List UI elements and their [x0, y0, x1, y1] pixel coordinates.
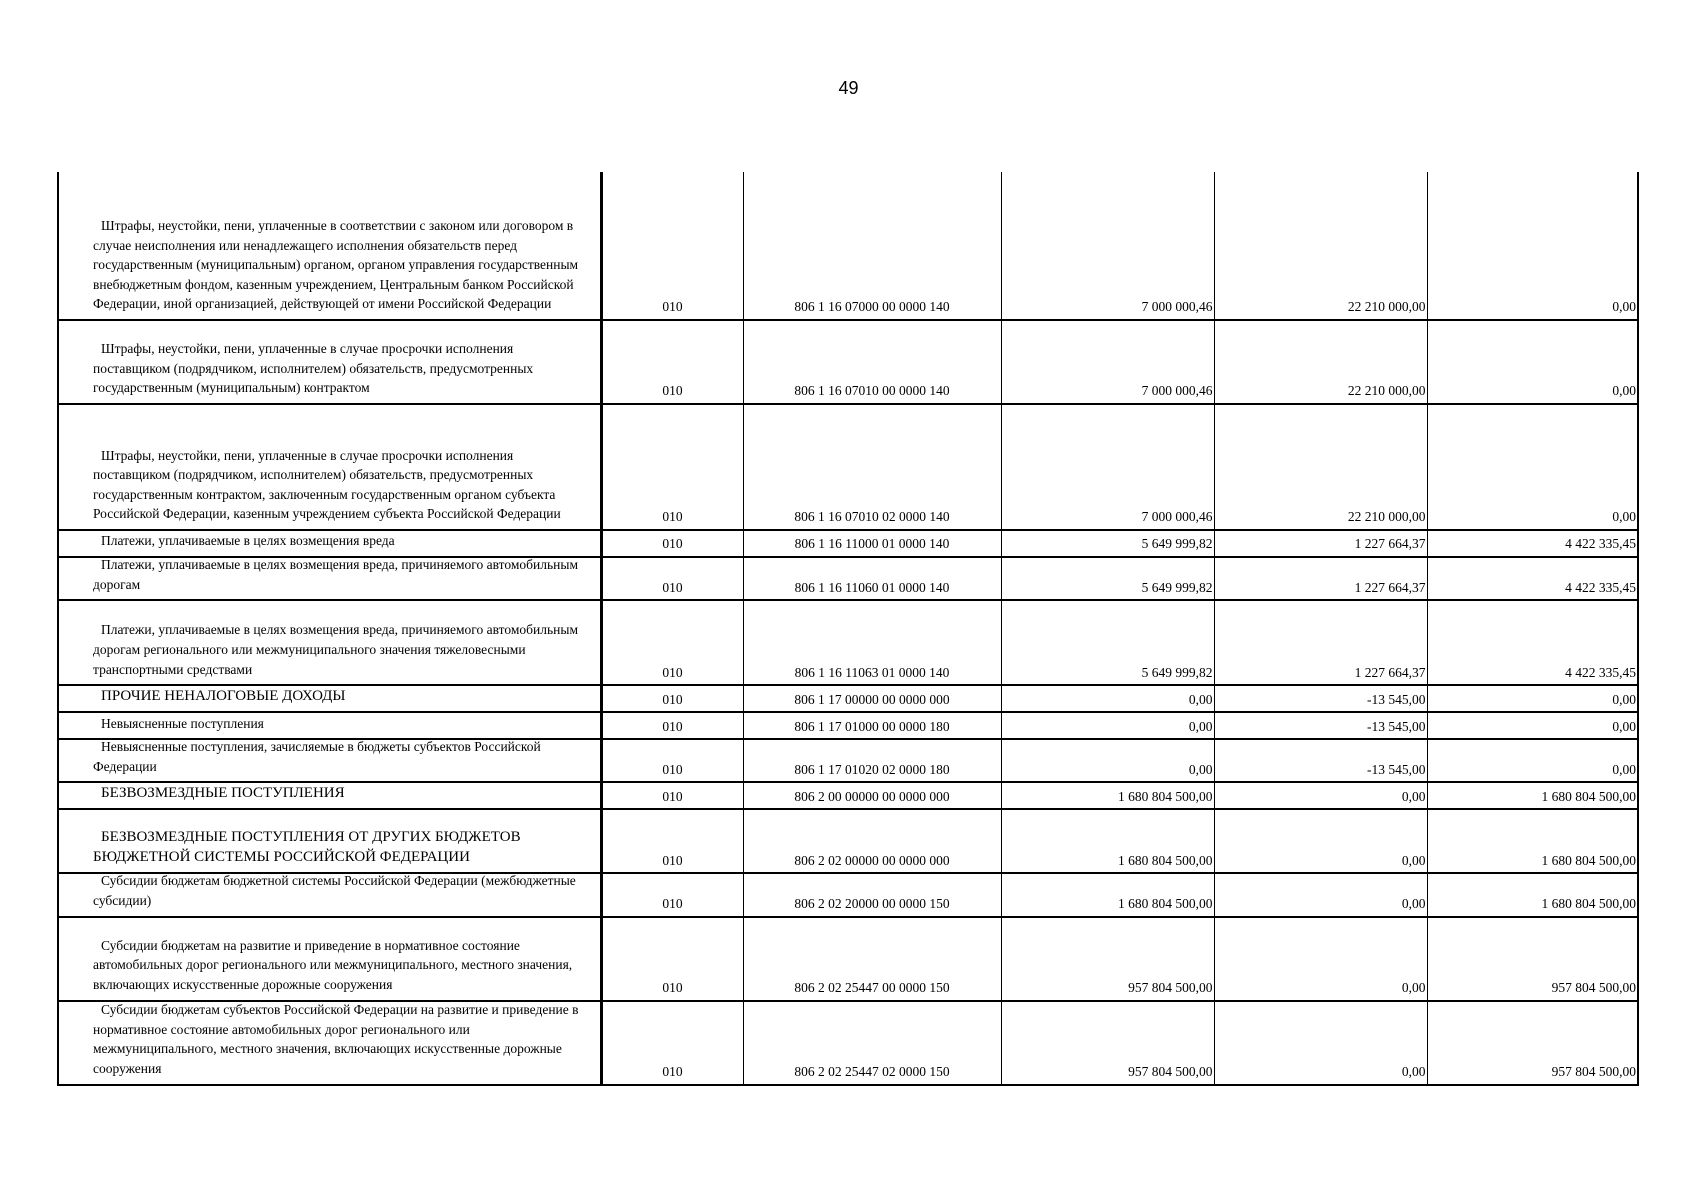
table-row — [58, 782, 1638, 809]
line-code-cell: 010 — [601, 600, 743, 685]
budget-code-cell: 806 1 16 07010 02 0000 140 — [743, 404, 1001, 530]
budget-code-cell: 806 2 02 00000 00 0000 000 — [743, 809, 1001, 873]
executed-amount-cell: -13 545,00 — [1214, 739, 1427, 782]
unexecuted-amount-cell: 0,00 — [1427, 172, 1638, 320]
approved-amount-cell: 7 000 000,46 — [1001, 320, 1214, 404]
unexecuted-amount-cell: 1 680 804 500,00 — [1427, 809, 1638, 873]
revenue-name-cell: БЕЗВОЗМЕЗДНЫЕ ПОСТУПЛЕНИЯ — [58, 782, 601, 809]
executed-amount-cell: 22 210 000,00 — [1214, 172, 1427, 320]
line-code-cell: 010 — [601, 685, 743, 712]
approved-amount-cell: 1 680 804 500,00 — [1001, 873, 1214, 916]
revenue-name-cell: Штрафы, неустойки, пени, уплаченные в соответствии с законом или договором в случае неисполнения или ненадлежащего исполнения обязательств перед государственным (муниципальным) органом, органом управления государственным внебюджетным фондом, казенным учреждением, Центральным банком Российской Федерации, иной организацией, действующей от имени Российской Федерации — [58, 172, 601, 320]
table-row — [58, 873, 1638, 916]
table-row — [58, 809, 1638, 873]
executed-amount-cell: 1 227 664,37 — [1214, 530, 1427, 557]
line-code-cell: 010 — [601, 557, 743, 600]
approved-amount-cell: 0,00 — [1001, 685, 1214, 712]
unexecuted-amount-cell: 0,00 — [1427, 712, 1638, 739]
unexecuted-amount-cell: 4 422 335,45 — [1427, 557, 1638, 600]
unexecuted-amount-cell: 1 680 804 500,00 — [1427, 782, 1638, 809]
unexecuted-amount-cell: 1 680 804 500,00 — [1427, 873, 1638, 916]
approved-amount-cell: 0,00 — [1001, 739, 1214, 782]
revenue-name-cell: Платежи, уплачиваемые в целях возмещения вреда, причиняемого автомобильным дорогам — [58, 557, 601, 600]
unexecuted-amount-cell: 4 422 335,45 — [1427, 530, 1638, 557]
revenue-name-cell: ПРОЧИЕ НЕНАЛОГОВЫЕ ДОХОДЫ — [58, 685, 601, 712]
revenue-table — [57, 172, 1639, 1086]
approved-amount-cell: 7 000 000,46 — [1001, 404, 1214, 530]
table-row — [58, 1001, 1638, 1085]
approved-amount-cell: 5 649 999,82 — [1001, 530, 1214, 557]
table-row — [58, 600, 1638, 685]
revenue-name-cell: Невыясненные поступления, зачисляемые в бюджеты субъектов Российской Федерации — [58, 739, 601, 782]
line-code-cell: 010 — [601, 530, 743, 557]
revenue-name-cell: Штрафы, неустойки, пени, уплаченные в случае просрочки исполнения поставщиком (подрядчиком, исполнителем) обязательств, предусмотренных государственным контрактом, заключенным государственным органом субъекта Российской Федерации, казенным учреждением субъекта Российской Федерации — [58, 404, 601, 530]
unexecuted-amount-cell: 957 804 500,00 — [1427, 917, 1638, 1001]
revenue-name-cell: Субсидии бюджетам субъектов Российской Федерации на развитие и приведение в нормативное состояние автомобильных дорог регионального или межмуниципального, местного значения, включающих искусственные дорожные сооружения — [58, 1001, 601, 1085]
executed-amount-cell: 22 210 000,00 — [1214, 320, 1427, 404]
budget-code-cell: 806 2 02 25447 02 0000 150 — [743, 1001, 1001, 1085]
budget-code-cell: 806 1 16 11060 01 0000 140 — [743, 557, 1001, 600]
table-row — [58, 557, 1638, 600]
budget-code-cell: 806 1 17 01000 00 0000 180 — [743, 712, 1001, 739]
page-number: 49 — [838, 78, 859, 98]
table-row — [58, 404, 1638, 530]
budget-code-cell: 806 1 17 00000 00 0000 000 — [743, 685, 1001, 712]
unexecuted-amount-cell: 0,00 — [1427, 404, 1638, 530]
line-code-cell: 010 — [601, 739, 743, 782]
executed-amount-cell: 1 227 664,37 — [1214, 557, 1427, 600]
approved-amount-cell: 957 804 500,00 — [1001, 917, 1214, 1001]
table-row — [58, 320, 1638, 404]
approved-amount-cell: 5 649 999,82 — [1001, 557, 1214, 600]
line-code-cell: 010 — [601, 782, 743, 809]
table-row — [58, 685, 1638, 712]
budget-code-cell: 806 2 00 00000 00 0000 000 — [743, 782, 1001, 809]
line-code-cell: 010 — [601, 1001, 743, 1085]
unexecuted-amount-cell: 0,00 — [1427, 685, 1638, 712]
revenue-name-cell: Субсидии бюджетам на развитие и приведение в нормативное состояние автомобильных дорог регионального или межмуниципального, местного значения, включающих искусственные дорожные сооружения — [58, 917, 601, 1001]
line-code-cell: 010 — [601, 712, 743, 739]
line-code-cell: 010 — [601, 172, 743, 320]
executed-amount-cell: 0,00 — [1214, 809, 1427, 873]
table-row — [58, 712, 1638, 739]
approved-amount-cell: 0,00 — [1001, 712, 1214, 739]
unexecuted-amount-cell: 0,00 — [1427, 739, 1638, 782]
budget-code-cell: 806 1 16 11000 01 0000 140 — [743, 530, 1001, 557]
approved-amount-cell: 1 680 804 500,00 — [1001, 782, 1214, 809]
revenue-name-cell: БЕЗВОЗМЕЗДНЫЕ ПОСТУПЛЕНИЯ ОТ ДРУГИХ БЮДЖЕТОВ БЮДЖЕТНОЙ СИСТЕМЫ РОССИЙСКОЙ ФЕДЕРАЦИИ — [58, 809, 601, 873]
budget-code-cell: 806 1 16 11063 01 0000 140 — [743, 600, 1001, 685]
table-row — [58, 530, 1638, 557]
approved-amount-cell: 957 804 500,00 — [1001, 1001, 1214, 1085]
revenue-name-cell: Субсидии бюджетам бюджетной системы Российской Федерации (межбюджетные субсидии) — [58, 873, 601, 916]
table-row — [58, 917, 1638, 1001]
executed-amount-cell: 0,00 — [1214, 917, 1427, 1001]
line-code-cell: 010 — [601, 917, 743, 1001]
line-code-cell: 010 — [601, 320, 743, 404]
table-row — [58, 172, 1638, 320]
revenue-name-cell: Платежи, уплачиваемые в целях возмещения вреда — [58, 530, 601, 557]
line-code-cell: 010 — [601, 404, 743, 530]
executed-amount-cell: 1 227 664,37 — [1214, 600, 1427, 685]
table-row — [58, 739, 1638, 782]
budget-code-cell: 806 2 02 25447 00 0000 150 — [743, 917, 1001, 1001]
line-code-cell: 010 — [601, 873, 743, 916]
line-code-cell: 010 — [601, 809, 743, 873]
budget-code-cell: 806 1 16 07010 00 0000 140 — [743, 320, 1001, 404]
approved-amount-cell: 7 000 000,46 — [1001, 172, 1214, 320]
approved-amount-cell: 5 649 999,82 — [1001, 600, 1214, 685]
unexecuted-amount-cell: 0,00 — [1427, 320, 1638, 404]
executed-amount-cell: 0,00 — [1214, 1001, 1427, 1085]
executed-amount-cell: 0,00 — [1214, 782, 1427, 809]
budget-code-cell: 806 1 17 01020 02 0000 180 — [743, 739, 1001, 782]
budget-code-cell: 806 2 02 20000 00 0000 150 — [743, 873, 1001, 916]
unexecuted-amount-cell: 4 422 335,45 — [1427, 600, 1638, 685]
revenue-name-cell: Невыясненные поступления — [58, 712, 601, 739]
executed-amount-cell: -13 545,00 — [1214, 685, 1427, 712]
unexecuted-amount-cell: 957 804 500,00 — [1427, 1001, 1638, 1085]
revenue-name-cell: Платежи, уплачиваемые в целях возмещения вреда, причиняемого автомобильным дорогам регионального или межмуниципального значения тяжеловесными транспортными средствами — [58, 600, 601, 685]
budget-code-cell: 806 1 16 07000 00 0000 140 — [743, 172, 1001, 320]
executed-amount-cell: 22 210 000,00 — [1214, 404, 1427, 530]
executed-amount-cell: 0,00 — [1214, 873, 1427, 916]
executed-amount-cell: -13 545,00 — [1214, 712, 1427, 739]
approved-amount-cell: 1 680 804 500,00 — [1001, 809, 1214, 873]
revenue-name-cell: Штрафы, неустойки, пени, уплаченные в случае просрочки исполнения поставщиком (подрядчиком, исполнителем) обязательств, предусмотренных государственным (муниципальным) контрактом — [58, 320, 601, 404]
